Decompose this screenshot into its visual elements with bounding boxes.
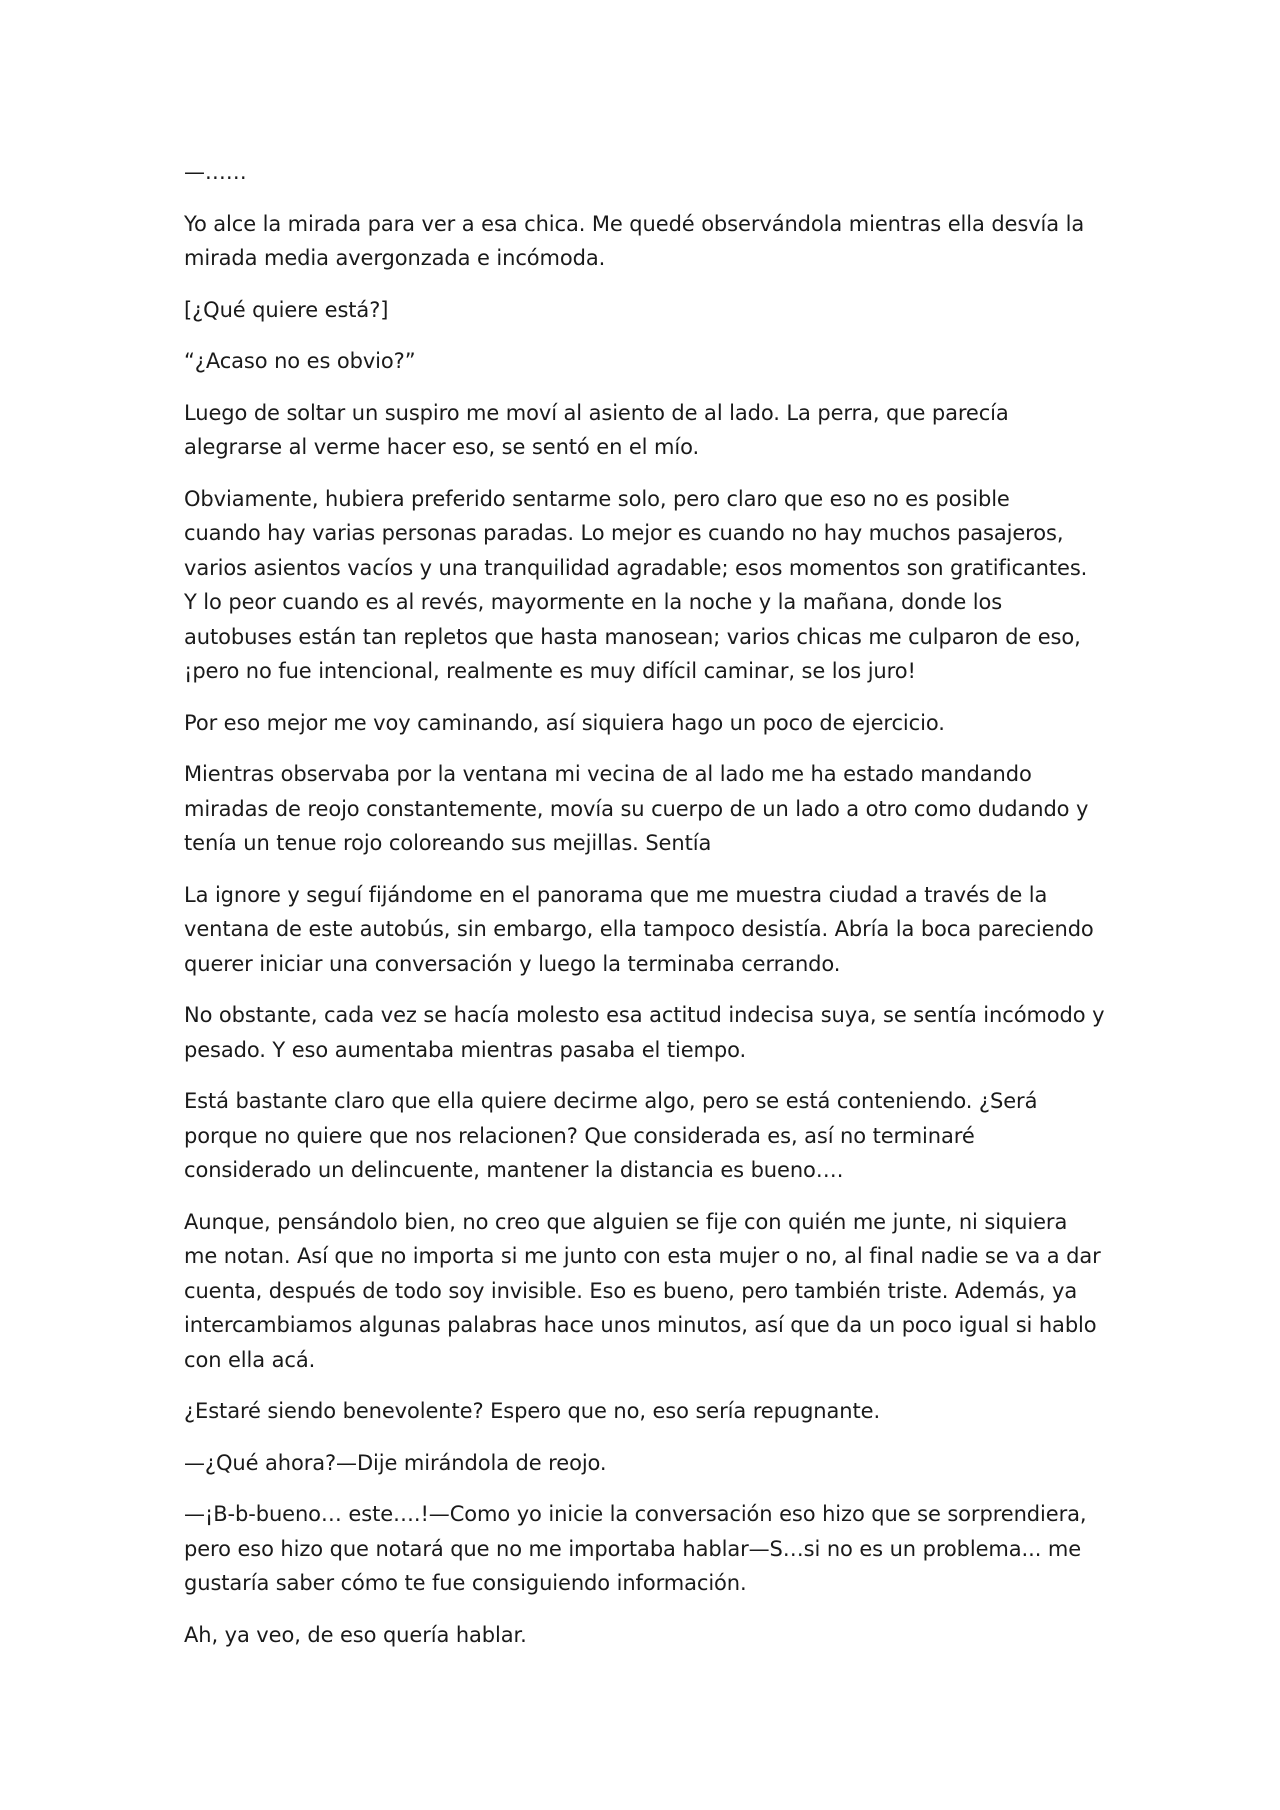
- paragraph: [184, 1084, 1104, 1188]
- paragraph: [184, 1446, 1104, 1481]
- text-line: pesado. Y eso aumentaba mientras pasaba el tiempo.: [184, 1037, 747, 1062]
- text-line: autobuses están tan repletos que hasta manosean; varios chicas me culparon de eso,: [184, 624, 1081, 649]
- paragraph: [184, 1618, 1104, 1653]
- paragraph: [184, 293, 1104, 328]
- text-line: [¿Qué quiere está?]: [184, 297, 389, 322]
- text-line: Luego de soltar un suspiro me moví al asiento de al lado. La perra, que parecía: [184, 400, 1009, 425]
- text-line: —¡B-b-bueno… este….!—Como yo inicie la conversación eso hizo que se sorprendiera,: [184, 1502, 1087, 1526]
- paragraph: [184, 998, 1104, 1067]
- paragraph: [184, 757, 1104, 861]
- paragraph: [184, 878, 1104, 982]
- text-line: mirada media avergonzada e incómoda.: [184, 246, 606, 270]
- text-line: considerado un delincuente, mantener la distancia es bueno….: [184, 1158, 844, 1182]
- text-line: miradas de reojo constantemente, movía su cuerpo de un lado a otro como dudando y: [184, 796, 1089, 821]
- paragraph: [184, 207, 1104, 276]
- paragraph: [184, 155, 1104, 190]
- text-line: Y lo peor cuando es al revés, mayormente en la noche y la mañana, donde los: [184, 590, 1003, 614]
- text-line: varios asientos vacíos y una tranquilidad agradable; esos momentos son gratificantes.: [184, 555, 1088, 580]
- paragraph: [184, 396, 1104, 465]
- text-line: Aunque, pensándolo bien, no creo que alguien se fije con quién me junte, ni siquiera: [184, 1209, 1068, 1234]
- text-line: porque no quiere que nos relacionen? Que considerada es, así no terminaré: [184, 1123, 975, 1148]
- text-line: No obstante, cada vez se hacía molesto esa actitud indecisa suya, se sentía incómodo y: [184, 1003, 1105, 1027]
- text-line: me notan. Así que no importa si me junto con esta mujer o no, al final nadie se va a dar: [184, 1244, 1101, 1268]
- text-line: ¡pero no fue intencional, realmente es muy difícil caminar, se los juro!: [184, 659, 916, 683]
- text-line: Está bastante claro que ella quiere decirme algo, pero se está conteniendo. ¿Será: [184, 1089, 1038, 1113]
- text-line: ¿Estaré siendo benevolente? Espero que no, eso sería repugnante.: [184, 1399, 881, 1423]
- text-line: —……: [184, 160, 247, 184]
- text-line: Obviamente, hubiera preferido sentarme solo, pero claro que eso no es posible: [184, 486, 1010, 511]
- text-line: —¿Qué ahora?—Dije mirándola de reojo.: [184, 1450, 607, 1475]
- text-line: Yo alce la mirada para ver a esa chica. Me quedé observándola mientras ella desvía la: [184, 211, 1085, 236]
- paragraph: [184, 1497, 1104, 1601]
- paragraph: [184, 1394, 1104, 1429]
- text-line: pero eso hizo que notará que no me importaba hablar—S…si no es un problema... me: [184, 1536, 1082, 1561]
- text-line: La ignore y seguí fijándome en el panorama que me muestra ciudad a través de la: [184, 882, 1048, 907]
- text-line: cuando hay varias personas paradas. Lo mejor es cuando no hay muchos pasajeros,: [184, 521, 1064, 545]
- text-line: ventana de este autobús, sin embargo, ella tampoco desistía. Abría la boca pareciendo: [184, 917, 1094, 941]
- text-line: alegrarse al verme hacer eso, se sentó en el mío.: [184, 435, 700, 459]
- text-line: cuenta, después de todo soy invisible. Eso es bueno, pero también triste. Además, ya: [184, 1278, 1078, 1303]
- text-line: intercambiamos algunas palabras hace unos minutos, así que da un poco igual si hablo: [184, 1313, 1097, 1337]
- text-line: gustaría saber cómo te fue consiguiendo información.: [184, 1571, 747, 1595]
- paragraph: [184, 1205, 1104, 1378]
- paragraph: [184, 344, 1104, 379]
- text-line: “¿Acaso no es obvio?”: [184, 349, 416, 373]
- document-body: [184, 155, 1104, 1669]
- paragraph: [184, 706, 1104, 741]
- text-line: con ella acá.: [184, 1347, 316, 1372]
- text-line: Mientras observaba por la ventana mi vecina de al lado me ha estado mandando: [184, 762, 1032, 786]
- text-line: Por eso mejor me voy caminando, así siquiera hago un poco de ejercicio.: [184, 710, 945, 735]
- paragraph: [184, 482, 1104, 689]
- text-line: querer iniciar una conversación y luego la terminaba cerrando.: [184, 951, 841, 976]
- text-line: Ah, ya veo, de eso quería hablar.: [184, 1622, 527, 1647]
- text-line: tenía un tenue rojo coloreando sus mejillas. Sentía: [184, 831, 712, 855]
